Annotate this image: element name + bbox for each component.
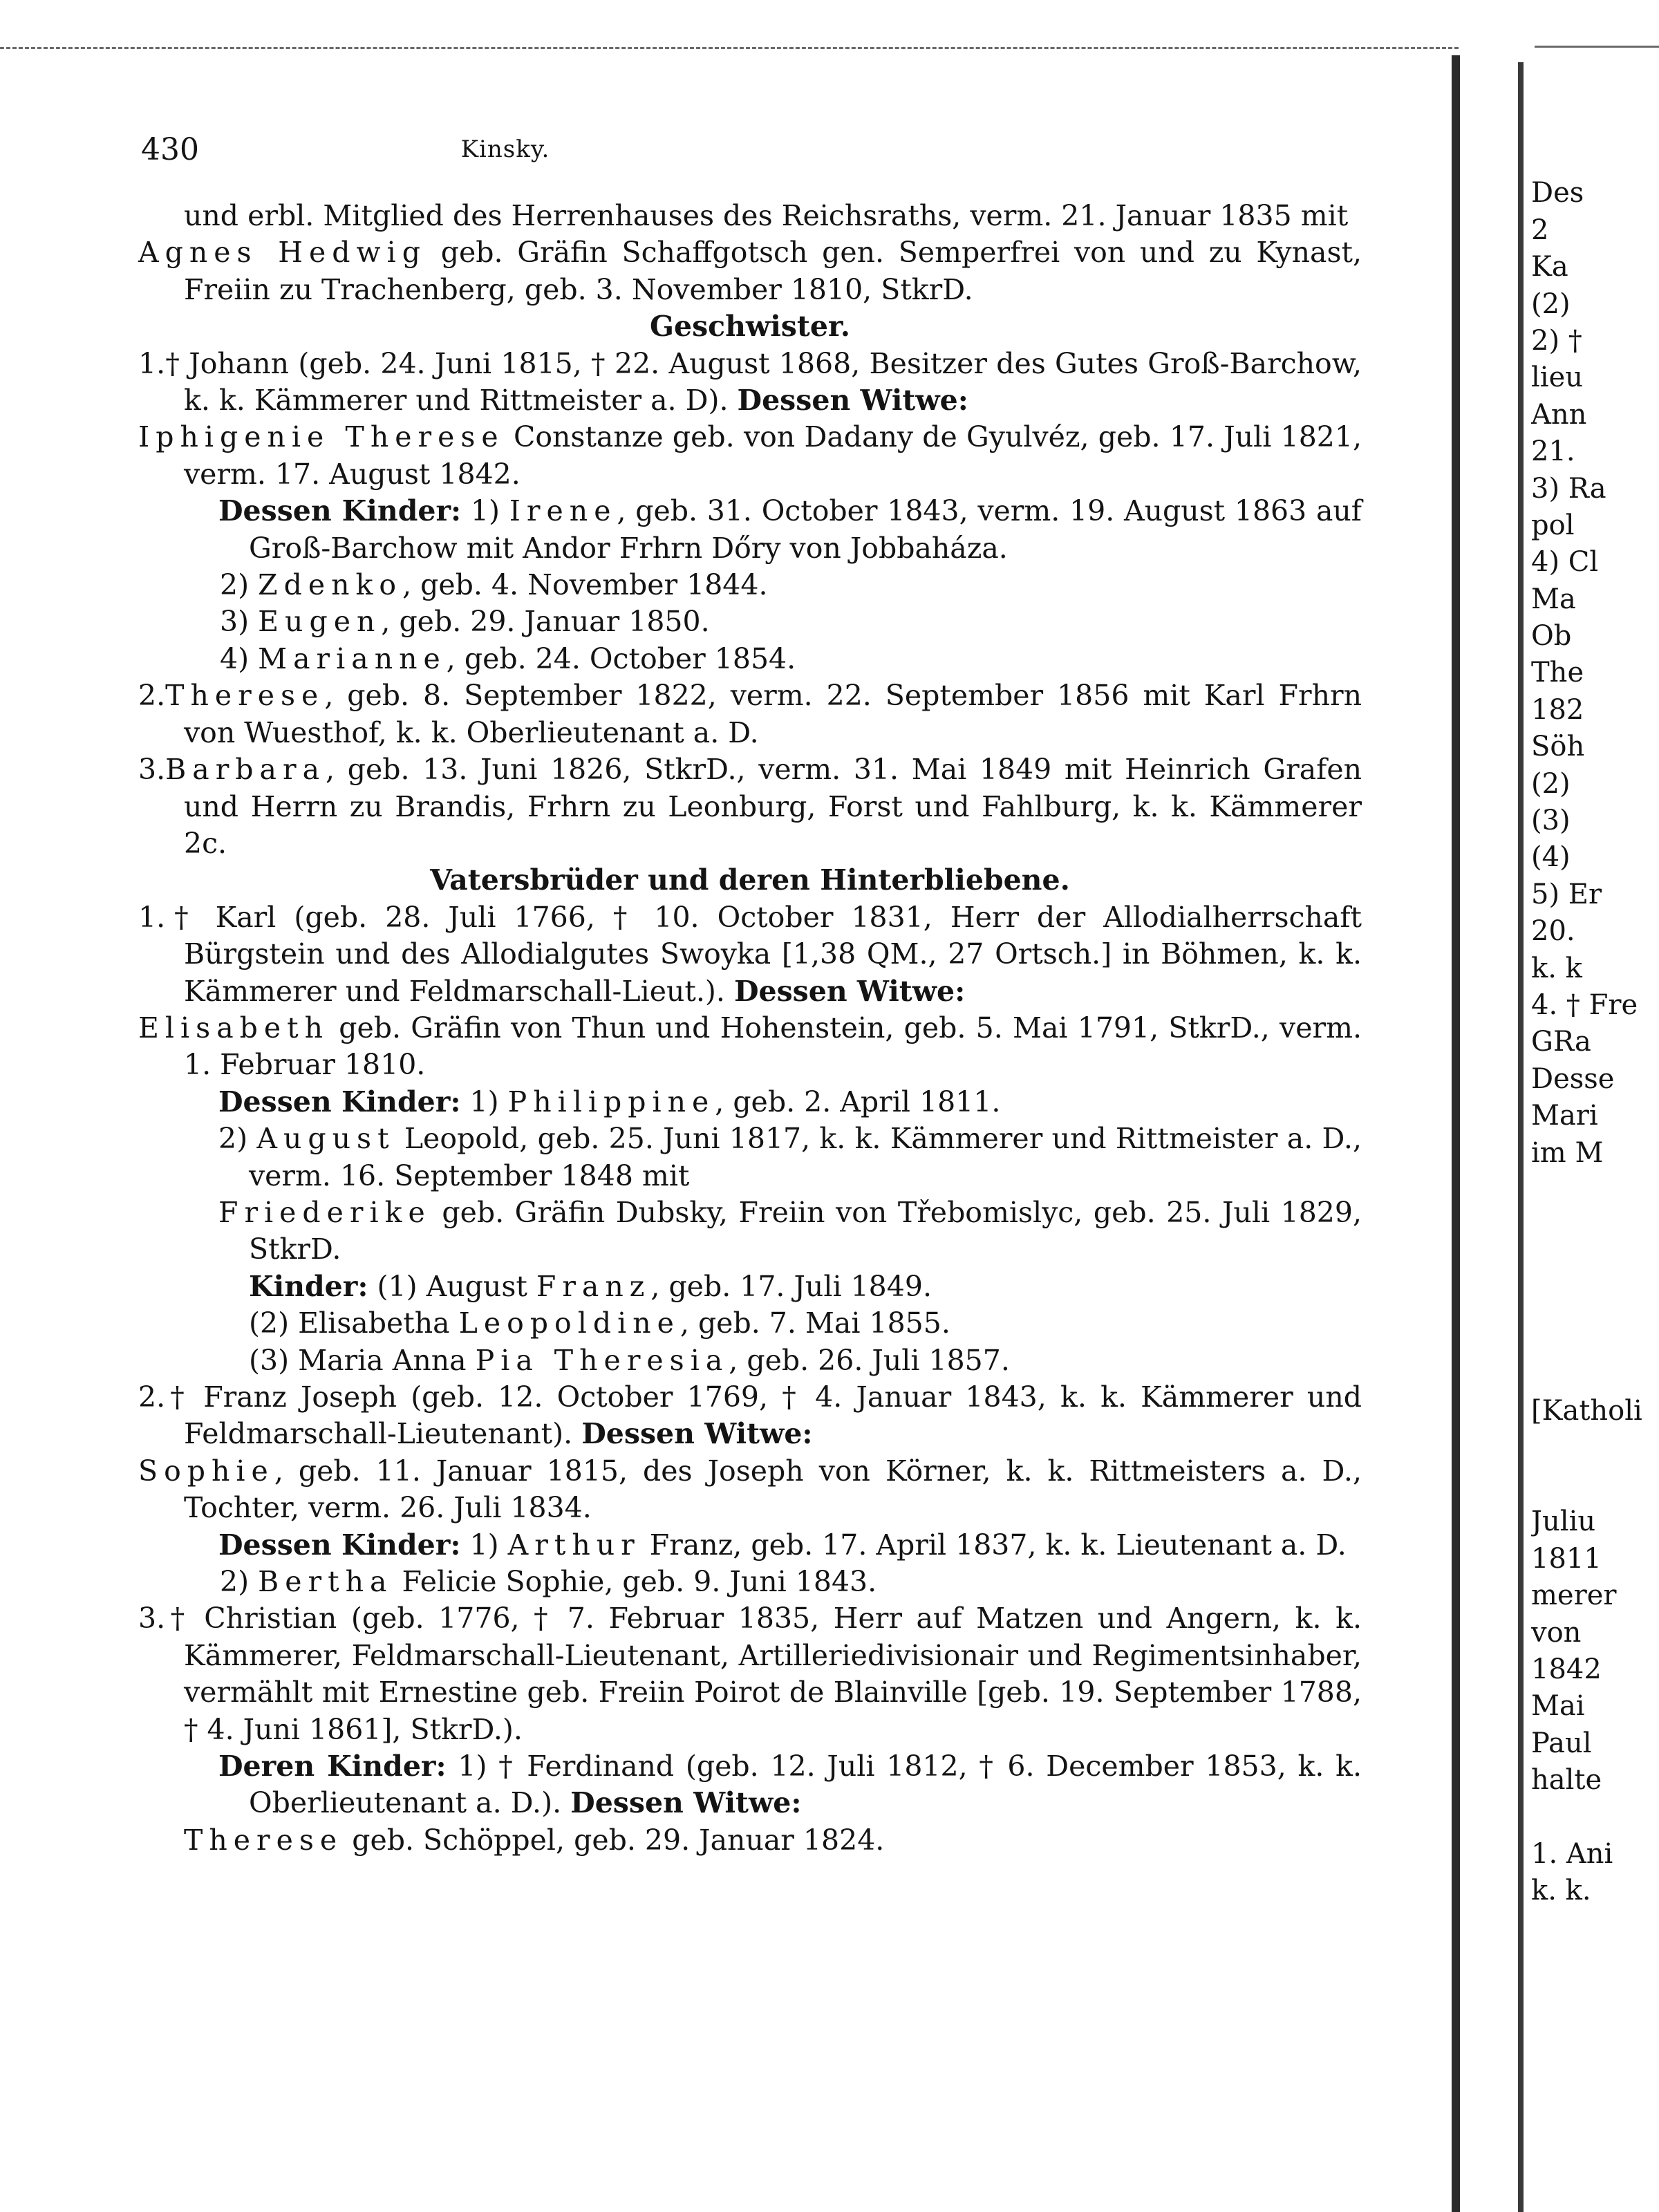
widow-name: Therese: [184, 1823, 344, 1857]
child-name: Philippine: [507, 1085, 715, 1118]
grandchild-details: , geb. 17. Juli 1849.: [650, 1269, 932, 1303]
child-details: Leopold, geb. 25. Juni 1817, k. k. Kämmerer und Rittmeister a. D., verm. 16. September 1848 mit: [249, 1122, 1362, 1192]
widow-label: Dessen Witwe:: [570, 1786, 802, 1820]
widow-details: geb. Schöppel, geb. 29. Januar 1824.: [343, 1823, 885, 1857]
right-line: 1811: [1531, 1542, 1602, 1575]
top-scan-rule: [0, 47, 1459, 49]
grandchild-name: Leopoldine: [458, 1306, 680, 1340]
wife-details: geb. Gräfin Dubsky, Freiin von Třebomislyc, geb. 25. Juli 1829, StkrD.: [249, 1195, 1362, 1266]
spouse-name: Agnes Hedwig: [138, 236, 427, 270]
grandchild-prefix: (3) Maria Anna: [249, 1343, 476, 1377]
entry-number: 1.: [138, 346, 166, 380]
uncle-3-entry: [138, 1600, 1362, 1748]
child-name: Eugen: [258, 605, 382, 639]
child-number: 1): [460, 1528, 508, 1562]
child-number: 1): [461, 494, 509, 528]
uncle-2-children: [138, 1527, 1362, 1564]
child-name: Irene: [509, 494, 617, 528]
child-number: 2): [220, 568, 259, 602]
grandchild-prefix: (1) August: [368, 1269, 536, 1303]
left-page: [138, 131, 1369, 1859]
entry-number: 3.: [138, 1602, 166, 1635]
spouse-entry: [138, 234, 1362, 308]
right-line: Ka: [1531, 251, 1568, 283]
right-line: (2): [1531, 767, 1571, 800]
grandchild-details: , geb. 7. Mai 1855.: [679, 1306, 950, 1340]
child-number: 3): [220, 605, 259, 639]
right-line: halte: [1531, 1764, 1602, 1797]
uncle-3-text: † Christian (geb. 1776, † 7. Februar 1835, Herr auf Matzen und Angern, k. k. Kämmerer, Feldmarschall-Lieutenant, Artilleriedivisionair und Regimentsinhaber, vermählt mit Ernestine geb. Freiin Poirot de Blainville [geb. 19. September 1788, † 4. Juni 1861], StkrD.).: [165, 1602, 1362, 1746]
right-line: The: [1531, 657, 1584, 689]
running-header: [141, 131, 812, 198]
child-name: Marianne: [258, 641, 447, 675]
right-line: Des: [1531, 177, 1584, 209]
grandchild-prefix: (2) Elisabetha: [249, 1306, 459, 1340]
right-line: (2): [1531, 288, 1571, 320]
page-number: 430: [141, 132, 199, 167]
right-line: (4): [1531, 841, 1571, 874]
right-page-fragment: [1531, 138, 1659, 1910]
sibling-1-child-3: [138, 603, 1362, 640]
child-name: Zdenko: [258, 568, 403, 602]
right-line: im M: [1531, 1136, 1604, 1169]
right-line: 4. † Fre: [1531, 988, 1638, 1021]
child-details: , geb. 2. April 1811.: [715, 1085, 1001, 1118]
right-line: Ma: [1531, 583, 1576, 615]
entry-number: 1.: [138, 900, 166, 934]
sibling-name: Barbara: [165, 753, 326, 787]
top-scan-rule-right: [1535, 46, 1659, 48]
right-line: Söh: [1531, 731, 1585, 763]
uncle-1-text: † Karl (geb. 28. Juli 1766, † 10. October 1831, Herr der Allodialherrschaft Bürgstein und des Allodialgutes Swoyka [1,38 QM., 27 Ortsch.] in Böhmen, k. k. Kämmerer und Feldmarschall-Lieut.).: [165, 900, 1362, 1008]
child-details: , geb. 24. October 1854.: [446, 641, 796, 675]
intro-line-1: und erbl. Mitglied des Herrenhauses des Reichsraths, verm. 21.: [184, 199, 1107, 232]
child-number: 1): [460, 1085, 508, 1118]
child-name: August: [256, 1122, 395, 1156]
wife-name: Friederike: [218, 1195, 431, 1229]
child-name: Bertha: [258, 1565, 393, 1599]
grandchild-name: Franz: [536, 1269, 651, 1303]
uncle-2-entry: [138, 1379, 1362, 1453]
grandchild-1: [138, 1268, 1362, 1305]
right-line: 182: [1531, 693, 1584, 726]
intro-paragraph: [138, 198, 1362, 234]
sibling-3-entry: [138, 751, 1362, 862]
child-name: Arthur: [507, 1528, 641, 1562]
uncle-3-widow: [138, 1822, 1362, 1859]
child-details: , geb. 31. October 1843, verm. 19. August 1863 auf Groß-Barchow mit Andor Frhrn Dőry von Jobbaháza.: [249, 494, 1362, 565]
page-title: Kinsky.: [460, 135, 550, 163]
widow-details: geb. Gräfin von Thun und Hohenstein, geb. 5. Mai 1791, StkrD., verm. 1. Februar 1810.: [184, 1011, 1362, 1082]
children-label: Deren Kinder:: [218, 1750, 447, 1783]
text-block: [138, 198, 1362, 1859]
sibling-1-children: [138, 493, 1362, 567]
right-line: Ann: [1531, 398, 1587, 431]
widow-details: Constanze geb. von Dadany de Gyulvéz, geb. 17. Juli 1821, verm. 17. August 1842.: [184, 420, 1362, 491]
child-details: 1) † Ferdinand (geb. 12. Juli 1812, † 6. December 1853, k. k. Oberlieutenant a. D.).: [249, 1750, 1362, 1820]
right-line: 20.: [1531, 915, 1575, 948]
right-line: lieu: [1531, 362, 1584, 394]
sibling-1-text: † Johann (geb. 24. Juni 1815, † 22. August 1868, Besitzer des Gutes Groß-Barchow, k. k. Kämmerer und Rittmeister a. D).: [165, 346, 1362, 418]
uncle-1-widow: [138, 1010, 1362, 1084]
heading-uncles: Vatersbrüder und deren Hinterbliebene.: [430, 863, 1070, 897]
sibling-1-child-2: [138, 567, 1362, 603]
right-line: (3): [1531, 805, 1571, 837]
right-line: GRa: [1531, 1026, 1591, 1058]
children-label: Dessen Kinder:: [218, 1528, 461, 1562]
spouse-details: geb. Gräfin Schaffgotsch gen. Semperfrei von und zu Kynast, Freiin zu Trachenberg, geb. 3. November 1810, StkrD.: [184, 236, 1362, 306]
grandchildren-label: Kinder:: [249, 1269, 368, 1303]
right-line: 2) †: [1531, 324, 1582, 357]
sibling-1-child-4: [138, 641, 1362, 677]
right-line: Paul: [1531, 1727, 1592, 1759]
right-line: Desse: [1531, 1062, 1615, 1095]
child-details: Felicie Sophie, geb. 9. Juni 1843.: [393, 1565, 877, 1599]
grandchild-3: [138, 1342, 1362, 1379]
grandchild-details: , geb. 26. Juli 1857.: [729, 1343, 1010, 1377]
child-details: , geb. 29. Januar 1850.: [381, 605, 710, 639]
grandchild-2: [138, 1305, 1362, 1342]
right-line: Juliu: [1531, 1506, 1596, 1538]
uncle-2-text: † Franz Joseph (geb. 12. October 1769, † 4. Januar 1843, k. k. Kämmerer und Feldmarschall-Lieutenant).: [165, 1380, 1362, 1451]
sibling-2-entry: [138, 677, 1362, 751]
widow-name: Sophie: [138, 1454, 274, 1488]
right-line: 3) Ra: [1531, 472, 1606, 505]
widow-label: Dessen Witwe:: [581, 1417, 813, 1451]
entry-number: 3.: [138, 753, 166, 787]
widow-name: Elisabeth: [138, 1011, 330, 1044]
sibling-details: , geb. 13. Juni 1826, StkrD., verm. 31. Mai 1849 mit Heinrich Grafen und Herrn zu Brandis, Frhrn zu Leonburg, Forst und Fahlburg, k. k. Kämmerer 2c.: [184, 753, 1362, 860]
right-line: 2: [1531, 214, 1549, 246]
children-label: Dessen Kinder:: [218, 494, 462, 528]
right-line: 4) Cl: [1531, 546, 1599, 579]
widow-label: Dessen Witwe:: [737, 384, 968, 418]
intro-line-2: Januar 1835 mit: [1115, 199, 1349, 232]
right-line: [Katholi: [1531, 1395, 1642, 1427]
right-line: Mai: [1531, 1690, 1585, 1723]
uncle-1-entry: [138, 899, 1362, 1010]
right-line: von: [1531, 1616, 1582, 1649]
sibling-details: , geb. 8. September 1822, verm. 22. September 1856 mit Karl Frhrn von Wuesthof, k. k. Oberlieutenant a. D.: [184, 679, 1362, 749]
sibling-name: Therese: [165, 679, 325, 713]
widow-label: Dessen Witwe:: [733, 974, 966, 1008]
right-line: Ob: [1531, 620, 1572, 653]
uncle-3-children: [138, 1748, 1362, 1822]
child-number: 4): [220, 641, 259, 675]
right-line: 1842: [1531, 1653, 1602, 1686]
uncle-2-child-2: [138, 1564, 1362, 1600]
child-number: 2): [220, 1565, 259, 1599]
uncle-1-child-2-wife: [138, 1194, 1362, 1268]
uncle-2-widow: [138, 1453, 1362, 1527]
right-line: pol: [1531, 509, 1575, 541]
grandchild-name: Pia Theresia: [475, 1343, 729, 1377]
right-line: Mari: [1531, 1100, 1598, 1132]
child-details: , geb. 4. November 1844.: [402, 568, 768, 602]
right-line: 21.: [1531, 435, 1575, 468]
child-number: 2): [218, 1122, 257, 1156]
children-label: Dessen Kinder:: [218, 1085, 461, 1118]
widow-name: Iphigenie Therese: [138, 420, 505, 454]
uncle-1-child-2: [138, 1121, 1362, 1194]
uncle-1-children: [138, 1084, 1362, 1121]
right-line: 1. Ani: [1531, 1837, 1613, 1870]
book-gutter-edge: [1518, 62, 1524, 2212]
entry-number: 2.: [138, 1380, 166, 1414]
heading-siblings: Geschwister.: [649, 310, 851, 344]
right-line: merer: [1531, 1580, 1617, 1612]
right-line: k. k: [1531, 952, 1582, 984]
right-line: k. k.: [1531, 1875, 1591, 1907]
child-details: Franz, geb. 17. April 1837, k. k. Lieutenant a. D.: [640, 1528, 1347, 1562]
entry-number: 2.: [138, 679, 166, 713]
sibling-1-widow: [138, 419, 1362, 493]
book-gutter: [1452, 55, 1460, 2212]
widow-details: , geb. 11. Januar 1815, des Joseph von Körner, k. k. Rittmeisters a. D., Tochter, verm. 26. Juli 1834.: [184, 1454, 1362, 1525]
right-line: 5) Er: [1531, 878, 1602, 910]
sibling-1-entry: [138, 346, 1362, 420]
